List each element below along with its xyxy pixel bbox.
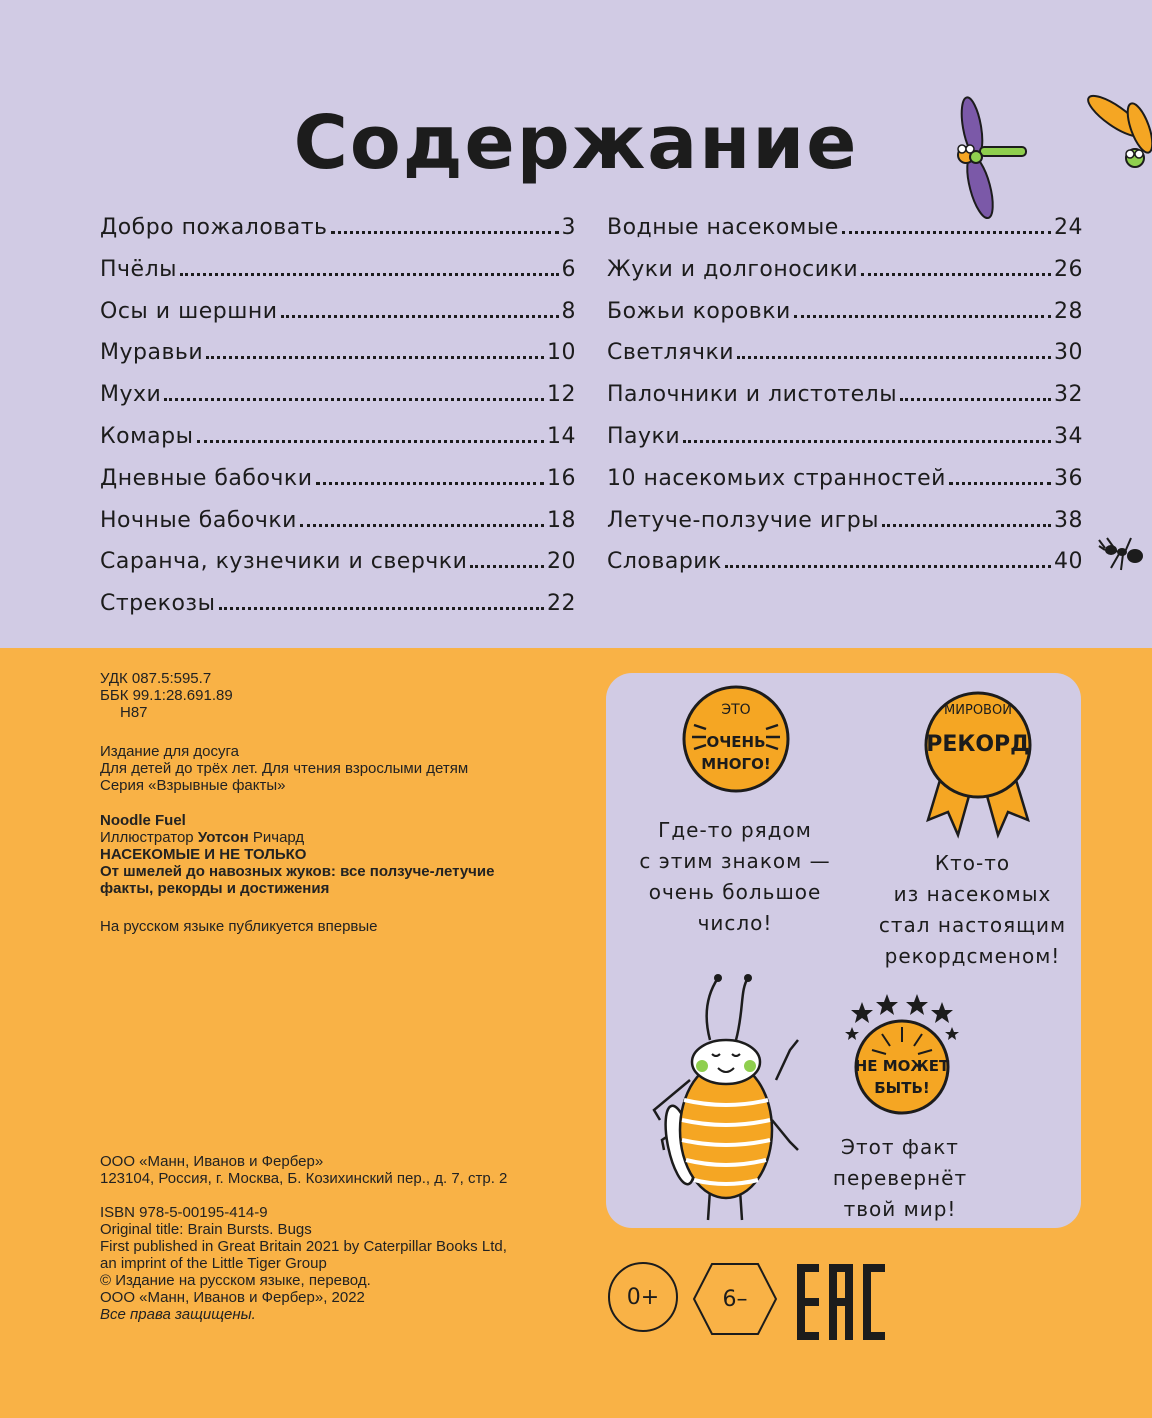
udk-code: УДК 087.5:595.7: [100, 670, 212, 687]
toc-entry[interactable]: Ночные бабочки 18: [100, 507, 576, 533]
isbn: ISBN 978-5-00195-414-9: [100, 1204, 268, 1221]
eac-mark-icon: [795, 1262, 895, 1342]
badge-lots-line3: МНОГО!: [701, 755, 771, 773]
badge-lots-line2: ОЧЕНЬ: [706, 733, 766, 751]
page-title: Содержание: [293, 100, 859, 186]
age-note: Для детей до трёх лет. Для чтения взрослыми детям: [100, 760, 469, 777]
age-rating-mark: 0+: [608, 1262, 678, 1332]
toc-entry[interactable]: Мухи 12: [100, 382, 576, 408]
classification-codes: [100, 670, 233, 721]
toc-entry[interactable]: Саранча, кузнечики и сверчки 20: [100, 549, 576, 575]
toc-entry[interactable]: Пчёлы 6: [100, 256, 576, 282]
author-name: Noodle Fuel: [100, 812, 186, 829]
copyright-line: ООО «Манн, Иванов и Фербер», 2022: [100, 1289, 365, 1306]
ant-icon: [1097, 528, 1147, 578]
toc-left-column: [100, 215, 576, 633]
toc-right-column: [607, 215, 1083, 591]
toc-entry[interactable]: Божьи коровки 28: [607, 298, 1083, 324]
dragonfly-icon: [1085, 88, 1152, 178]
toc-entry[interactable]: Осы и шершни 8: [100, 298, 576, 324]
toc-entry[interactable]: Пауки 34: [607, 423, 1083, 449]
badge-record-caption: Кто-то из насекомых стал настоящим рекордсменом!: [878, 851, 1067, 968]
first-publication-note: На русском языке публикуется впервые: [100, 918, 378, 935]
book-credits: [100, 812, 494, 897]
toc-entry[interactable]: Муравьи 10: [100, 340, 576, 366]
imprint-of: an imprint of the Little Tiger Group: [100, 1255, 327, 1272]
series-name: Серия «Взрывные факты»: [100, 777, 286, 794]
badge-cant-be-line2: БЫТЬ!: [874, 1079, 930, 1097]
book-title: НАСЕКОМЫЕ И НЕ ТОЛЬКО: [100, 846, 307, 863]
edition-type: Издание для досуга: [100, 743, 239, 760]
age-limit-label: 6–: [722, 1286, 748, 1312]
toc-entry[interactable]: Стрекозы 22: [100, 591, 576, 617]
badge-record-line1: МИРОВОЙ: [944, 703, 1012, 718]
dragonfly-icon: [940, 95, 1030, 225]
toc-entry[interactable]: Дневные бабочки 16: [100, 465, 576, 491]
cant-be-badge-icon: [842, 992, 962, 1117]
book-subtitle: От шмелей до навозных жуков: все ползуче-летучие: [100, 863, 495, 880]
original-publication: First published in Great Britain 2021 by Caterpillar Books Ltd,: [100, 1238, 507, 1255]
toc-entry[interactable]: Водные насекомые 24: [607, 215, 1083, 240]
publisher-address: 123104, Россия, г. Москва, Б. Козихинский пер., д. 7, стр. 2: [100, 1170, 508, 1187]
original-title: Original title: Brain Bursts. Bugs: [100, 1221, 312, 1238]
toc-entry[interactable]: Летуче-ползучие игры 38: [607, 507, 1083, 533]
rights-reserved: Все права защищены.: [100, 1306, 256, 1323]
toc-entry[interactable]: 10 насекомьих странностей 36: [607, 465, 1083, 491]
badge-lots-caption: Где-то рядом с этим знаком — очень большое число!: [639, 818, 831, 935]
toc-entry[interactable]: Палочники и листотелы 32: [607, 382, 1083, 408]
toc-entry[interactable]: Комары 14: [100, 423, 576, 449]
publisher-info: [100, 1153, 507, 1187]
book-subtitle: факты, рекорды и достижения: [100, 880, 330, 897]
rights-info: [100, 1204, 507, 1323]
copyright-line: © Издание на русском языке, перевод.: [100, 1272, 371, 1289]
toc-entry[interactable]: Словарик 40: [607, 549, 1083, 575]
beetle-character-icon: [640, 970, 810, 1225]
toc-entry[interactable]: Добро пожаловать 3: [100, 215, 576, 240]
badge-lots-line1: ЭТО: [721, 702, 751, 718]
author-code: Н87: [120, 704, 148, 721]
edition-info: [100, 743, 468, 794]
badge-record-line2: РЕКОРД: [926, 732, 1030, 757]
illustrator-line: Иллюстратор Уотсон Ричард: [100, 829, 305, 846]
badge-cant-be-caption: Этот факт перевернёт твой мир!: [832, 1135, 968, 1221]
toc-entry[interactable]: Светлячки 30: [607, 340, 1083, 366]
toc-entry[interactable]: Жуки и долгоносики 26: [607, 256, 1083, 282]
bbk-code: ББК 99.1:28.691.89: [100, 687, 233, 704]
publisher-name: ООО «Манн, Иванов и Фербер»: [100, 1153, 324, 1170]
badge-cant-be-line1: НЕ МОЖЕТ: [854, 1057, 950, 1075]
